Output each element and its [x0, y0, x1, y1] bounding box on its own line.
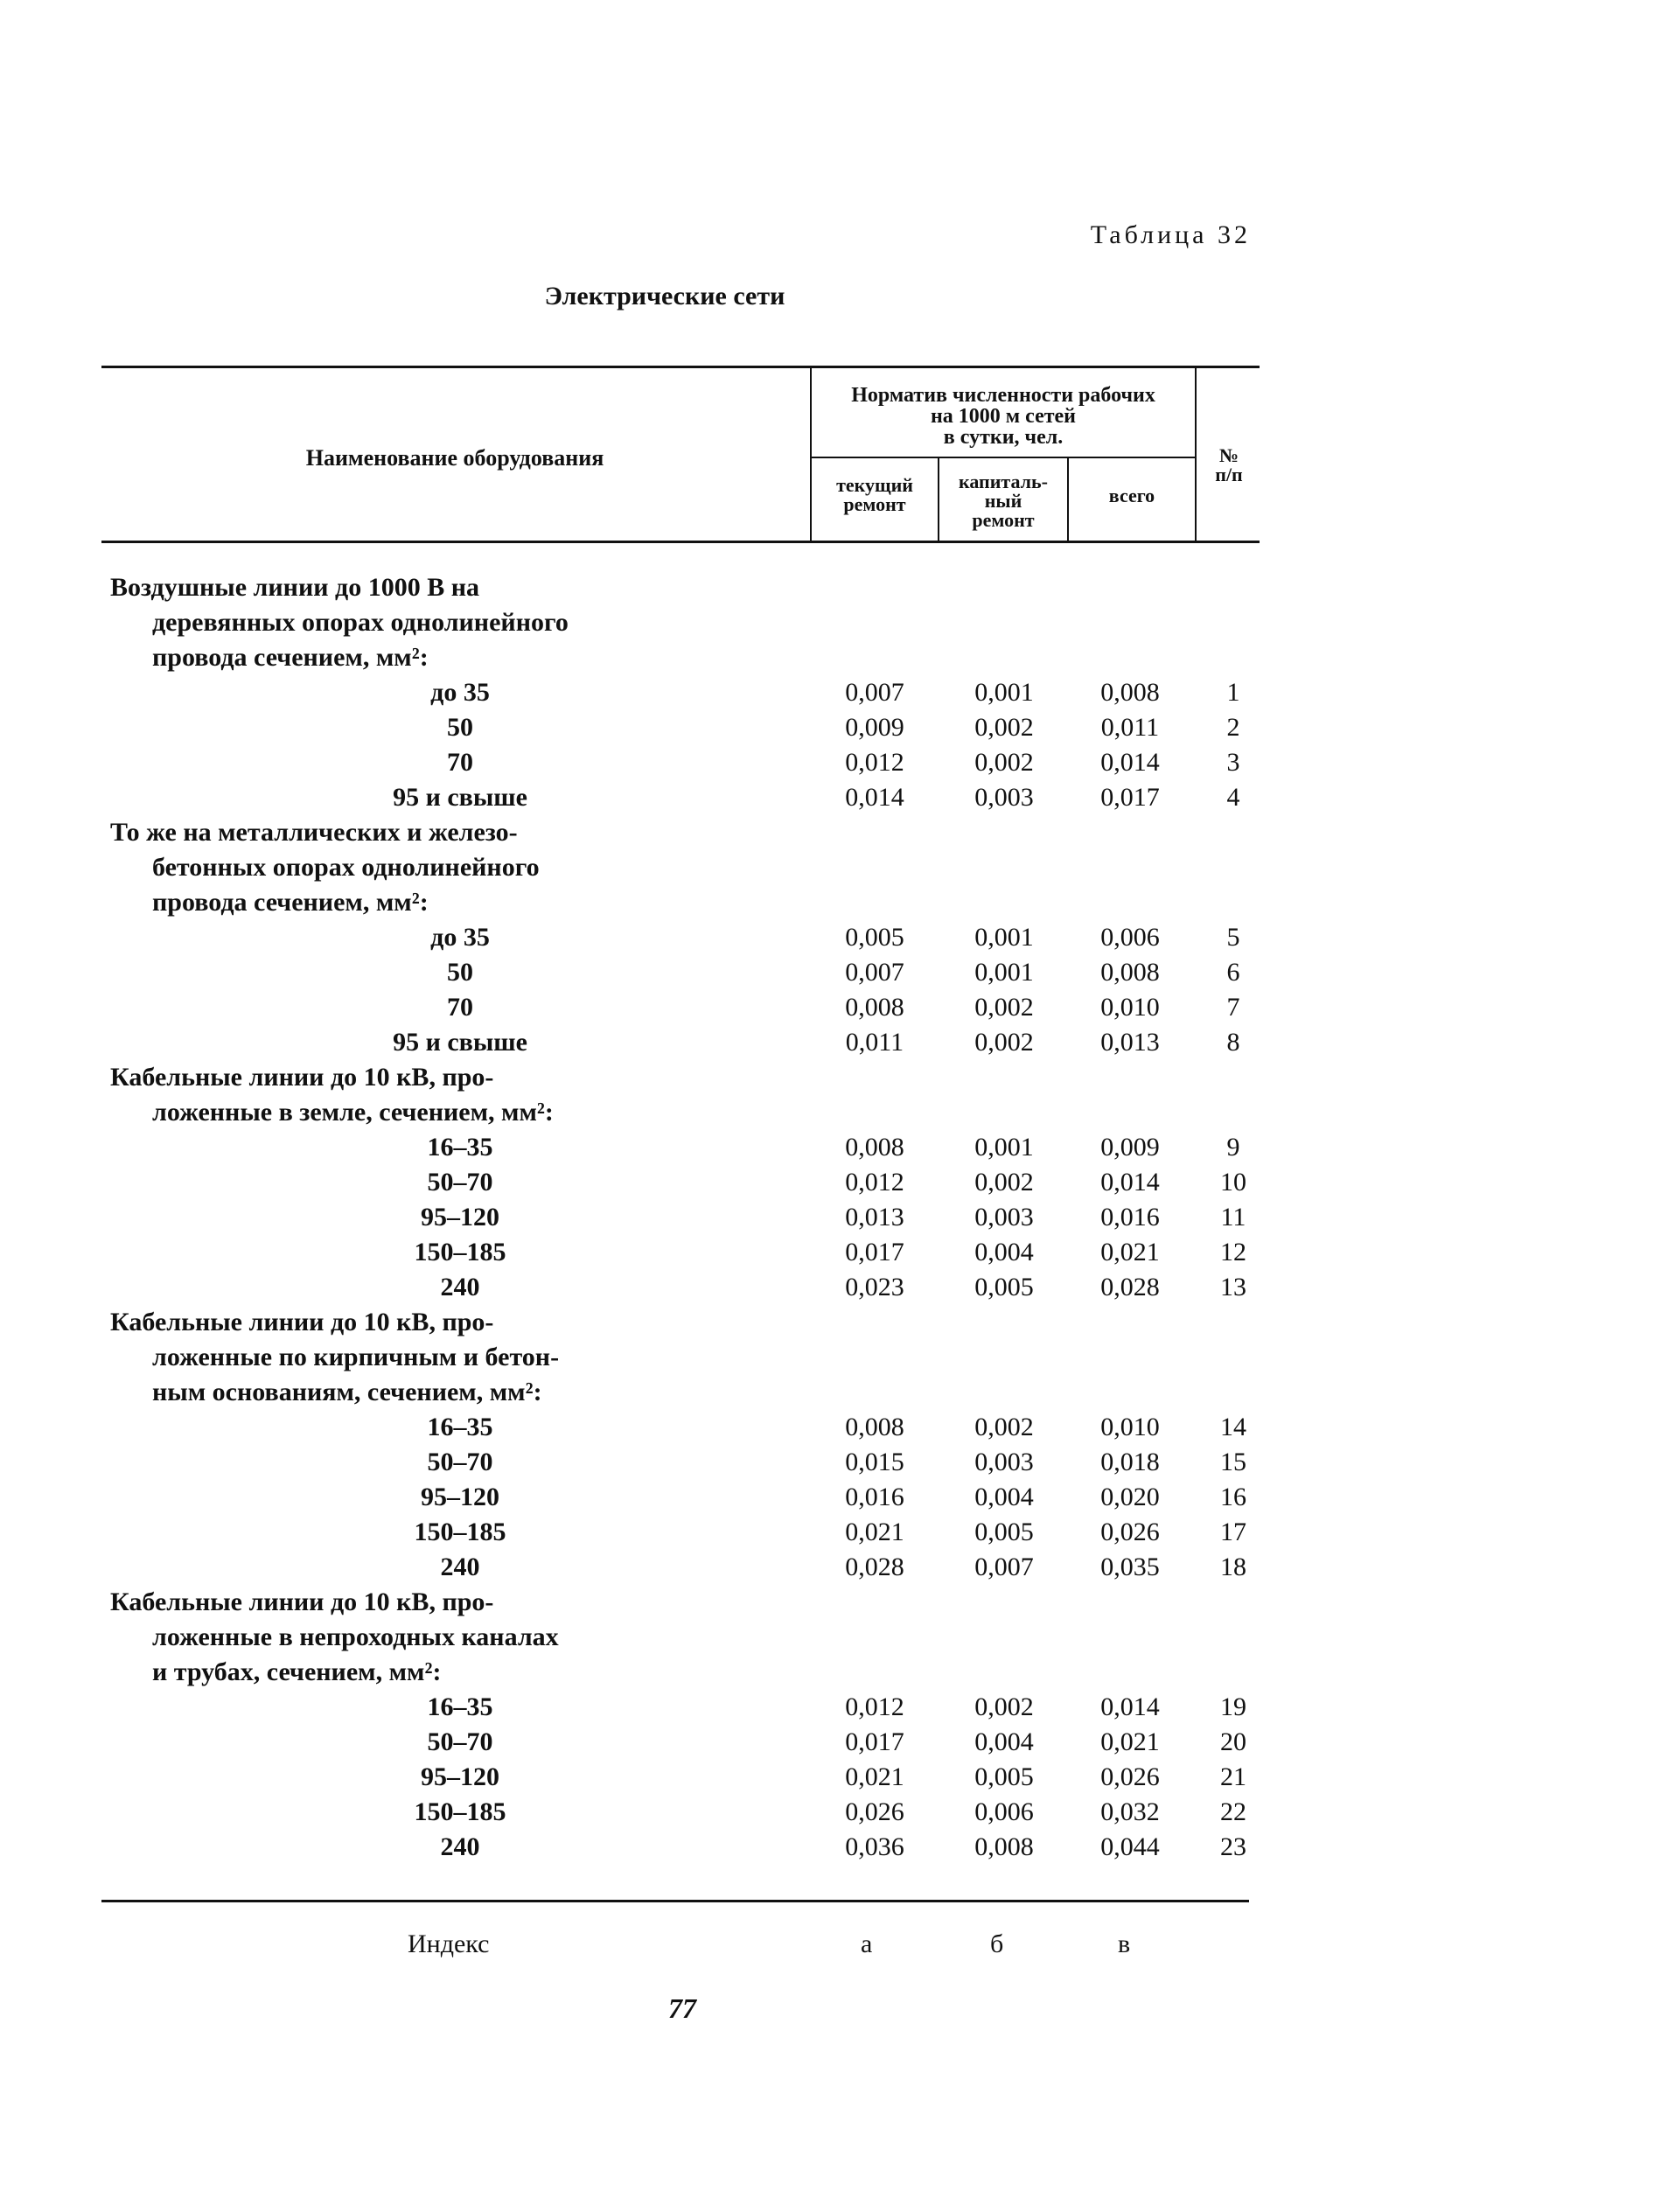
section-heading-line: [0, 605, 1668, 640]
current-repair-value: 0,007: [845, 958, 904, 987]
section-heading-text: провода сечением, мм²:: [152, 643, 429, 672]
row-number: 17: [1220, 1518, 1246, 1546]
column-header-norm-group: [813, 385, 1193, 448]
col-divider-3: [1067, 457, 1069, 542]
row-number: 5: [1226, 923, 1240, 952]
capital-repair-value: 0,002: [974, 713, 1034, 742]
table-row: [0, 1830, 1668, 1865]
total-value: 0,032: [1100, 1797, 1160, 1826]
table-row: [0, 1130, 1668, 1165]
norm-group-line-2: на 1000 м сетей: [930, 405, 1077, 428]
current-repair-value: 0,017: [845, 1727, 904, 1756]
table-row: [0, 1690, 1668, 1725]
table-row: [0, 1410, 1668, 1445]
table-row: [0, 710, 1668, 745]
section-heading-text: ложенные в непроходных каналах: [152, 1622, 559, 1651]
norm-group-line-1: Норматив численности рабочих: [851, 384, 1155, 407]
table-row: [0, 780, 1668, 815]
capital-repair-value: 0,007: [974, 1553, 1034, 1581]
table-row: [0, 1235, 1668, 1270]
footer-rule: [101, 1900, 1249, 1902]
column-header-name: [105, 445, 805, 471]
row-label: 95–120: [421, 1203, 499, 1232]
capital-repair-value: 0,004: [974, 1483, 1034, 1511]
capital-repair-value: 0,005: [974, 1518, 1034, 1546]
table-row: [0, 1480, 1668, 1515]
total-value: 0,008: [1100, 958, 1160, 987]
table-row: [0, 1025, 1668, 1060]
current-repair-value: 0,012: [845, 1168, 904, 1197]
row-number: 7: [1226, 993, 1240, 1022]
row-number: 21: [1220, 1762, 1246, 1791]
row-number: 10: [1220, 1168, 1246, 1197]
section-heading-text: Кабельные линии до 10 кВ, про-: [110, 1063, 494, 1092]
table-row: [0, 1760, 1668, 1795]
table-row: [0, 1515, 1668, 1550]
row-label: 150–185: [414, 1797, 506, 1826]
current-repair-value: 0,007: [845, 678, 904, 707]
table-row: [0, 1445, 1668, 1480]
index-v: в: [1118, 1929, 1131, 1958]
row-number: 6: [1226, 958, 1240, 987]
current-line-1: текущий: [836, 474, 913, 496]
row-number: 22: [1220, 1797, 1246, 1826]
current-repair-value: 0,005: [845, 923, 904, 952]
column-header-number: [1198, 446, 1260, 485]
capital-repair-value: 0,002: [974, 1168, 1034, 1197]
table-row: [0, 955, 1668, 990]
section-heading-line: [0, 815, 1668, 850]
column-header-capital: [941, 472, 1065, 530]
row-number: 11: [1220, 1203, 1246, 1232]
current-repair-value: 0,021: [845, 1762, 904, 1791]
section-heading-text: То же на металлических и железо-: [110, 818, 518, 847]
row-label: 70: [447, 748, 473, 777]
total-value: 0,014: [1100, 1168, 1160, 1197]
capital-repair-value: 0,002: [974, 1413, 1034, 1441]
row-label: 16–35: [427, 1413, 493, 1441]
capital-repair-value: 0,004: [974, 1727, 1034, 1756]
total-value: 0,018: [1100, 1448, 1160, 1476]
current-repair-value: 0,026: [845, 1797, 904, 1826]
total-value: 0,021: [1100, 1727, 1160, 1756]
total-value: 0,011: [1100, 713, 1160, 742]
current-repair-value: 0,012: [845, 748, 904, 777]
capital-repair-value: 0,002: [974, 1028, 1034, 1057]
table-row: [0, 1795, 1668, 1830]
row-label: 50–70: [427, 1448, 493, 1476]
capital-line-3: ремонт: [972, 509, 1035, 531]
section-heading-line: [0, 1585, 1668, 1620]
table-label: Таблица 32: [1090, 220, 1251, 249]
row-label: 95 и свыше: [393, 783, 527, 812]
total-value: 0,021: [1100, 1238, 1160, 1266]
table-row: [0, 990, 1668, 1025]
total-value: 0,026: [1100, 1518, 1160, 1546]
row-number: 4: [1226, 783, 1240, 812]
current-repair-value: 0,016: [845, 1483, 904, 1511]
row-number: 13: [1220, 1273, 1246, 1301]
section-heading-line: [0, 1620, 1668, 1655]
current-repair-value: 0,009: [845, 713, 904, 742]
total-value: 0,010: [1100, 1413, 1160, 1441]
col-divider-4: [1195, 367, 1197, 542]
index-label: Индекс: [408, 1929, 490, 1958]
capital-repair-value: 0,005: [974, 1762, 1034, 1791]
row-number: 18: [1220, 1553, 1246, 1581]
row-label: 50–70: [427, 1168, 493, 1197]
total-value: 0,028: [1100, 1273, 1160, 1301]
column-header-name-text: Наименование оборудования: [305, 445, 604, 471]
row-label: 95–120: [421, 1762, 499, 1791]
section-heading-line: [0, 850, 1668, 885]
capital-line-1: капиталь-: [959, 471, 1048, 492]
capital-repair-value: 0,006: [974, 1797, 1034, 1826]
total-value: 0,035: [1100, 1553, 1160, 1581]
header-top-rule: [101, 366, 1260, 368]
current-repair-value: 0,036: [845, 1832, 904, 1861]
total-value: 0,006: [1100, 923, 1160, 952]
row-label: 50: [447, 713, 473, 742]
section-heading-line: [0, 1305, 1668, 1340]
section-heading-text: Кабельные линии до 10 кВ, про-: [110, 1587, 494, 1616]
row-label: до 35: [430, 923, 490, 952]
row-number: 14: [1220, 1413, 1246, 1441]
capital-repair-value: 0,008: [974, 1832, 1034, 1861]
section-heading-text: ложенные по кирпичным и бетон-: [152, 1343, 560, 1371]
capital-repair-value: 0,001: [974, 958, 1034, 987]
row-number: 15: [1220, 1448, 1246, 1476]
section-heading-line: [0, 1060, 1668, 1095]
section-heading-text: и трубах, сечением, мм²:: [152, 1657, 442, 1686]
current-repair-value: 0,023: [845, 1273, 904, 1301]
current-repair-value: 0,011: [845, 1028, 904, 1057]
total-value: 0,044: [1100, 1832, 1160, 1861]
current-repair-value: 0,021: [845, 1518, 904, 1546]
index-b: б: [990, 1929, 1004, 1958]
capital-repair-value: 0,004: [974, 1238, 1034, 1266]
row-number: 8: [1226, 1028, 1240, 1057]
section-heading-text: ложенные в земле, сечением, мм²:: [152, 1098, 554, 1127]
total-value: 0,010: [1100, 993, 1160, 1022]
table-row: [0, 675, 1668, 710]
row-label: 240: [440, 1832, 480, 1861]
row-label: 50–70: [427, 1727, 493, 1756]
capital-repair-value: 0,003: [974, 1203, 1034, 1232]
row-label: 70: [447, 993, 473, 1022]
current-repair-value: 0,017: [845, 1238, 904, 1266]
row-number: 20: [1220, 1727, 1246, 1756]
table-row: [0, 1200, 1668, 1235]
row-label: 16–35: [427, 1133, 493, 1162]
section-heading-line: [0, 1095, 1668, 1130]
row-number: 9: [1226, 1133, 1240, 1162]
current-repair-value: 0,008: [845, 1413, 904, 1441]
section-heading-text: провода сечением, мм²:: [152, 888, 429, 917]
row-number: 23: [1220, 1832, 1246, 1861]
column-header-total: [1071, 486, 1193, 506]
row-label: 240: [440, 1553, 480, 1581]
row-label: 240: [440, 1273, 480, 1301]
section-heading-line: [0, 1375, 1668, 1410]
table-row: [0, 1270, 1668, 1305]
row-label: 95–120: [421, 1483, 499, 1511]
current-repair-value: 0,008: [845, 1133, 904, 1162]
table-row: [0, 920, 1668, 955]
capital-line-2: ный: [984, 490, 1022, 512]
page-number: 77: [668, 1992, 696, 2024]
section-heading-line: [0, 640, 1668, 675]
table-row: [0, 1550, 1668, 1585]
number-line-2: п/п: [1215, 464, 1243, 485]
capital-repair-value: 0,001: [974, 923, 1034, 952]
section-heading-text: бетонных опорах однолинейного: [152, 853, 540, 882]
section-heading-text: деревянных опорах однолинейного: [152, 608, 569, 637]
section-heading-line: [0, 1340, 1668, 1375]
total-value: 0,009: [1100, 1133, 1160, 1162]
row-label: 95 и свыше: [393, 1028, 527, 1057]
capital-repair-value: 0,002: [974, 1692, 1034, 1721]
section-heading-line: [0, 570, 1668, 605]
section-heading-line: [0, 1655, 1668, 1690]
section-heading-line: [0, 885, 1668, 920]
total-value: 0,014: [1100, 748, 1160, 777]
table-title: Электрические сети: [544, 282, 785, 311]
col-divider-1: [810, 367, 812, 542]
col-divider-2: [938, 457, 939, 542]
current-repair-value: 0,013: [845, 1203, 904, 1232]
capital-repair-value: 0,001: [974, 1133, 1034, 1162]
row-label: 150–185: [414, 1238, 506, 1266]
total-value: 0,014: [1100, 1692, 1160, 1721]
total-value: 0,008: [1100, 678, 1160, 707]
current-repair-value: 0,008: [845, 993, 904, 1022]
current-repair-value: 0,028: [845, 1553, 904, 1581]
table-row: [0, 1725, 1668, 1760]
column-header-current: [813, 476, 936, 514]
current-repair-value: 0,014: [845, 783, 904, 812]
current-repair-value: 0,012: [845, 1692, 904, 1721]
row-number: 12: [1220, 1238, 1246, 1266]
row-number: 16: [1220, 1483, 1246, 1511]
row-number: 1: [1226, 678, 1240, 707]
norm-group-line-3: в сутки, чел.: [943, 426, 1064, 449]
table-row: [0, 1165, 1668, 1200]
row-number: 19: [1220, 1692, 1246, 1721]
section-heading-text: Воздушные линии до 1000 В на: [110, 573, 479, 602]
total-label: всего: [1108, 485, 1155, 506]
capital-repair-value: 0,002: [974, 748, 1034, 777]
capital-repair-value: 0,005: [974, 1273, 1034, 1301]
total-value: 0,013: [1100, 1028, 1160, 1057]
row-label: 150–185: [414, 1518, 506, 1546]
total-value: 0,026: [1100, 1762, 1160, 1791]
row-number: 2: [1226, 713, 1240, 742]
capital-repair-value: 0,001: [974, 678, 1034, 707]
capital-repair-value: 0,003: [974, 1448, 1034, 1476]
row-label: до 35: [430, 678, 490, 707]
section-heading-text: Кабельные линии до 10 кВ, про-: [110, 1308, 494, 1336]
total-value: 0,016: [1100, 1203, 1160, 1232]
table-row: [0, 745, 1668, 780]
row-label: 16–35: [427, 1692, 493, 1721]
current-repair-value: 0,015: [845, 1448, 904, 1476]
index-a: а: [861, 1929, 873, 1958]
total-value: 0,020: [1100, 1483, 1160, 1511]
capital-repair-value: 0,002: [974, 993, 1034, 1022]
row-label: 50: [447, 958, 473, 987]
header-bottom-rule: [101, 541, 1260, 543]
section-heading-text: ным основаниям, сечением, мм²:: [152, 1378, 542, 1406]
row-number: 3: [1226, 748, 1240, 777]
current-line-2: ремонт: [843, 493, 906, 515]
number-line-1: №: [1218, 444, 1239, 466]
capital-repair-value: 0,003: [974, 783, 1034, 812]
group-divider-rule: [810, 457, 1195, 458]
total-value: 0,017: [1100, 783, 1160, 812]
